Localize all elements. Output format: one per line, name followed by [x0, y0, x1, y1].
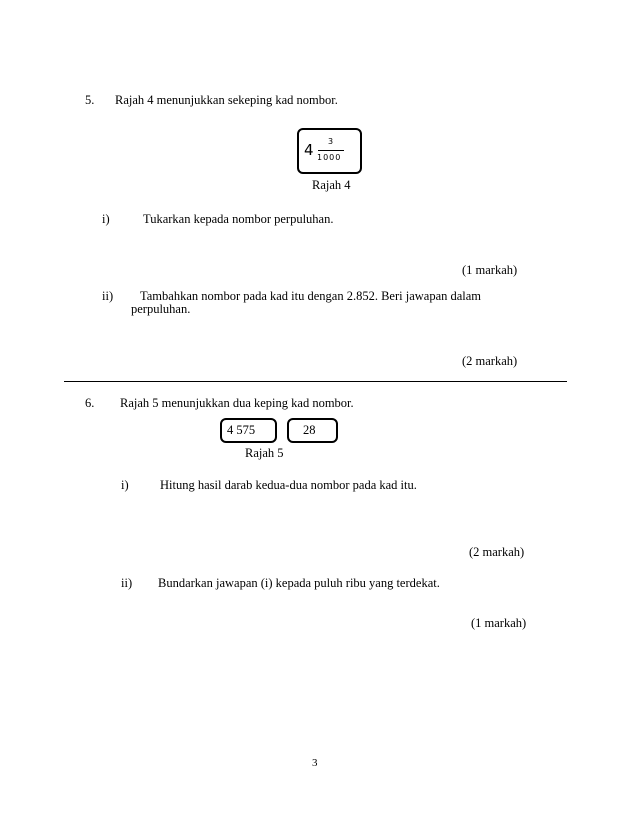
question-5-number: 5.: [85, 93, 95, 107]
q5-part-i-text: Tukarkan kepada nombor perpuluhan.: [143, 212, 334, 226]
card-value-1: 4 575: [227, 423, 256, 437]
question-6-text: Rajah 5 menunjukkan dua keping kad nombor.: [120, 396, 354, 410]
card-fraction-numerator: 3: [328, 137, 335, 146]
card-whole-number: 4: [304, 141, 314, 159]
q6-part-i-marks: (2 markah): [469, 545, 525, 559]
card-value-2: 28: [303, 423, 316, 437]
q6-part-ii-text: Bundarkan jawapan (i) kepada puluh ribu yang terdekat.: [158, 576, 440, 590]
card-fraction-denominator: 1000: [317, 153, 342, 162]
q6-part-i-text: Hitung hasil darab kedua-dua nombor pada kad itu.: [160, 478, 417, 492]
q5-part-i-label: i): [102, 212, 110, 226]
q5-part-ii-text-line1: Tambahkan nombor pada kad itu dengan 2.852. Beri jawapan dalam: [140, 289, 482, 303]
number-card-28: [287, 418, 338, 443]
q5-part-ii-text-line2: perpuluhan.: [131, 302, 191, 316]
q5-part-ii-marks: (2 markah): [462, 354, 518, 368]
q6-part-ii-label: ii): [121, 576, 133, 590]
card-fraction-bar: [318, 150, 344, 151]
q6-part-ii-marks: (1 markah): [471, 616, 527, 630]
q6-part-i-label: i): [121, 478, 129, 492]
number-card-rajah-4: [297, 128, 362, 174]
question-6-number: 6.: [85, 396, 95, 410]
question-divider: [64, 381, 567, 382]
question-5-text: Rajah 4 menunjukkan sekeping kad nombor.: [115, 93, 338, 107]
number-card-4575: [220, 418, 277, 443]
q5-part-ii-label: ii): [102, 289, 114, 303]
caption-rajah-4: Rajah 4: [312, 178, 351, 192]
q5-part-i-marks: (1 markah): [462, 263, 518, 277]
caption-rajah-5: Rajah 5: [245, 446, 284, 460]
page-number: 3: [312, 757, 318, 769]
